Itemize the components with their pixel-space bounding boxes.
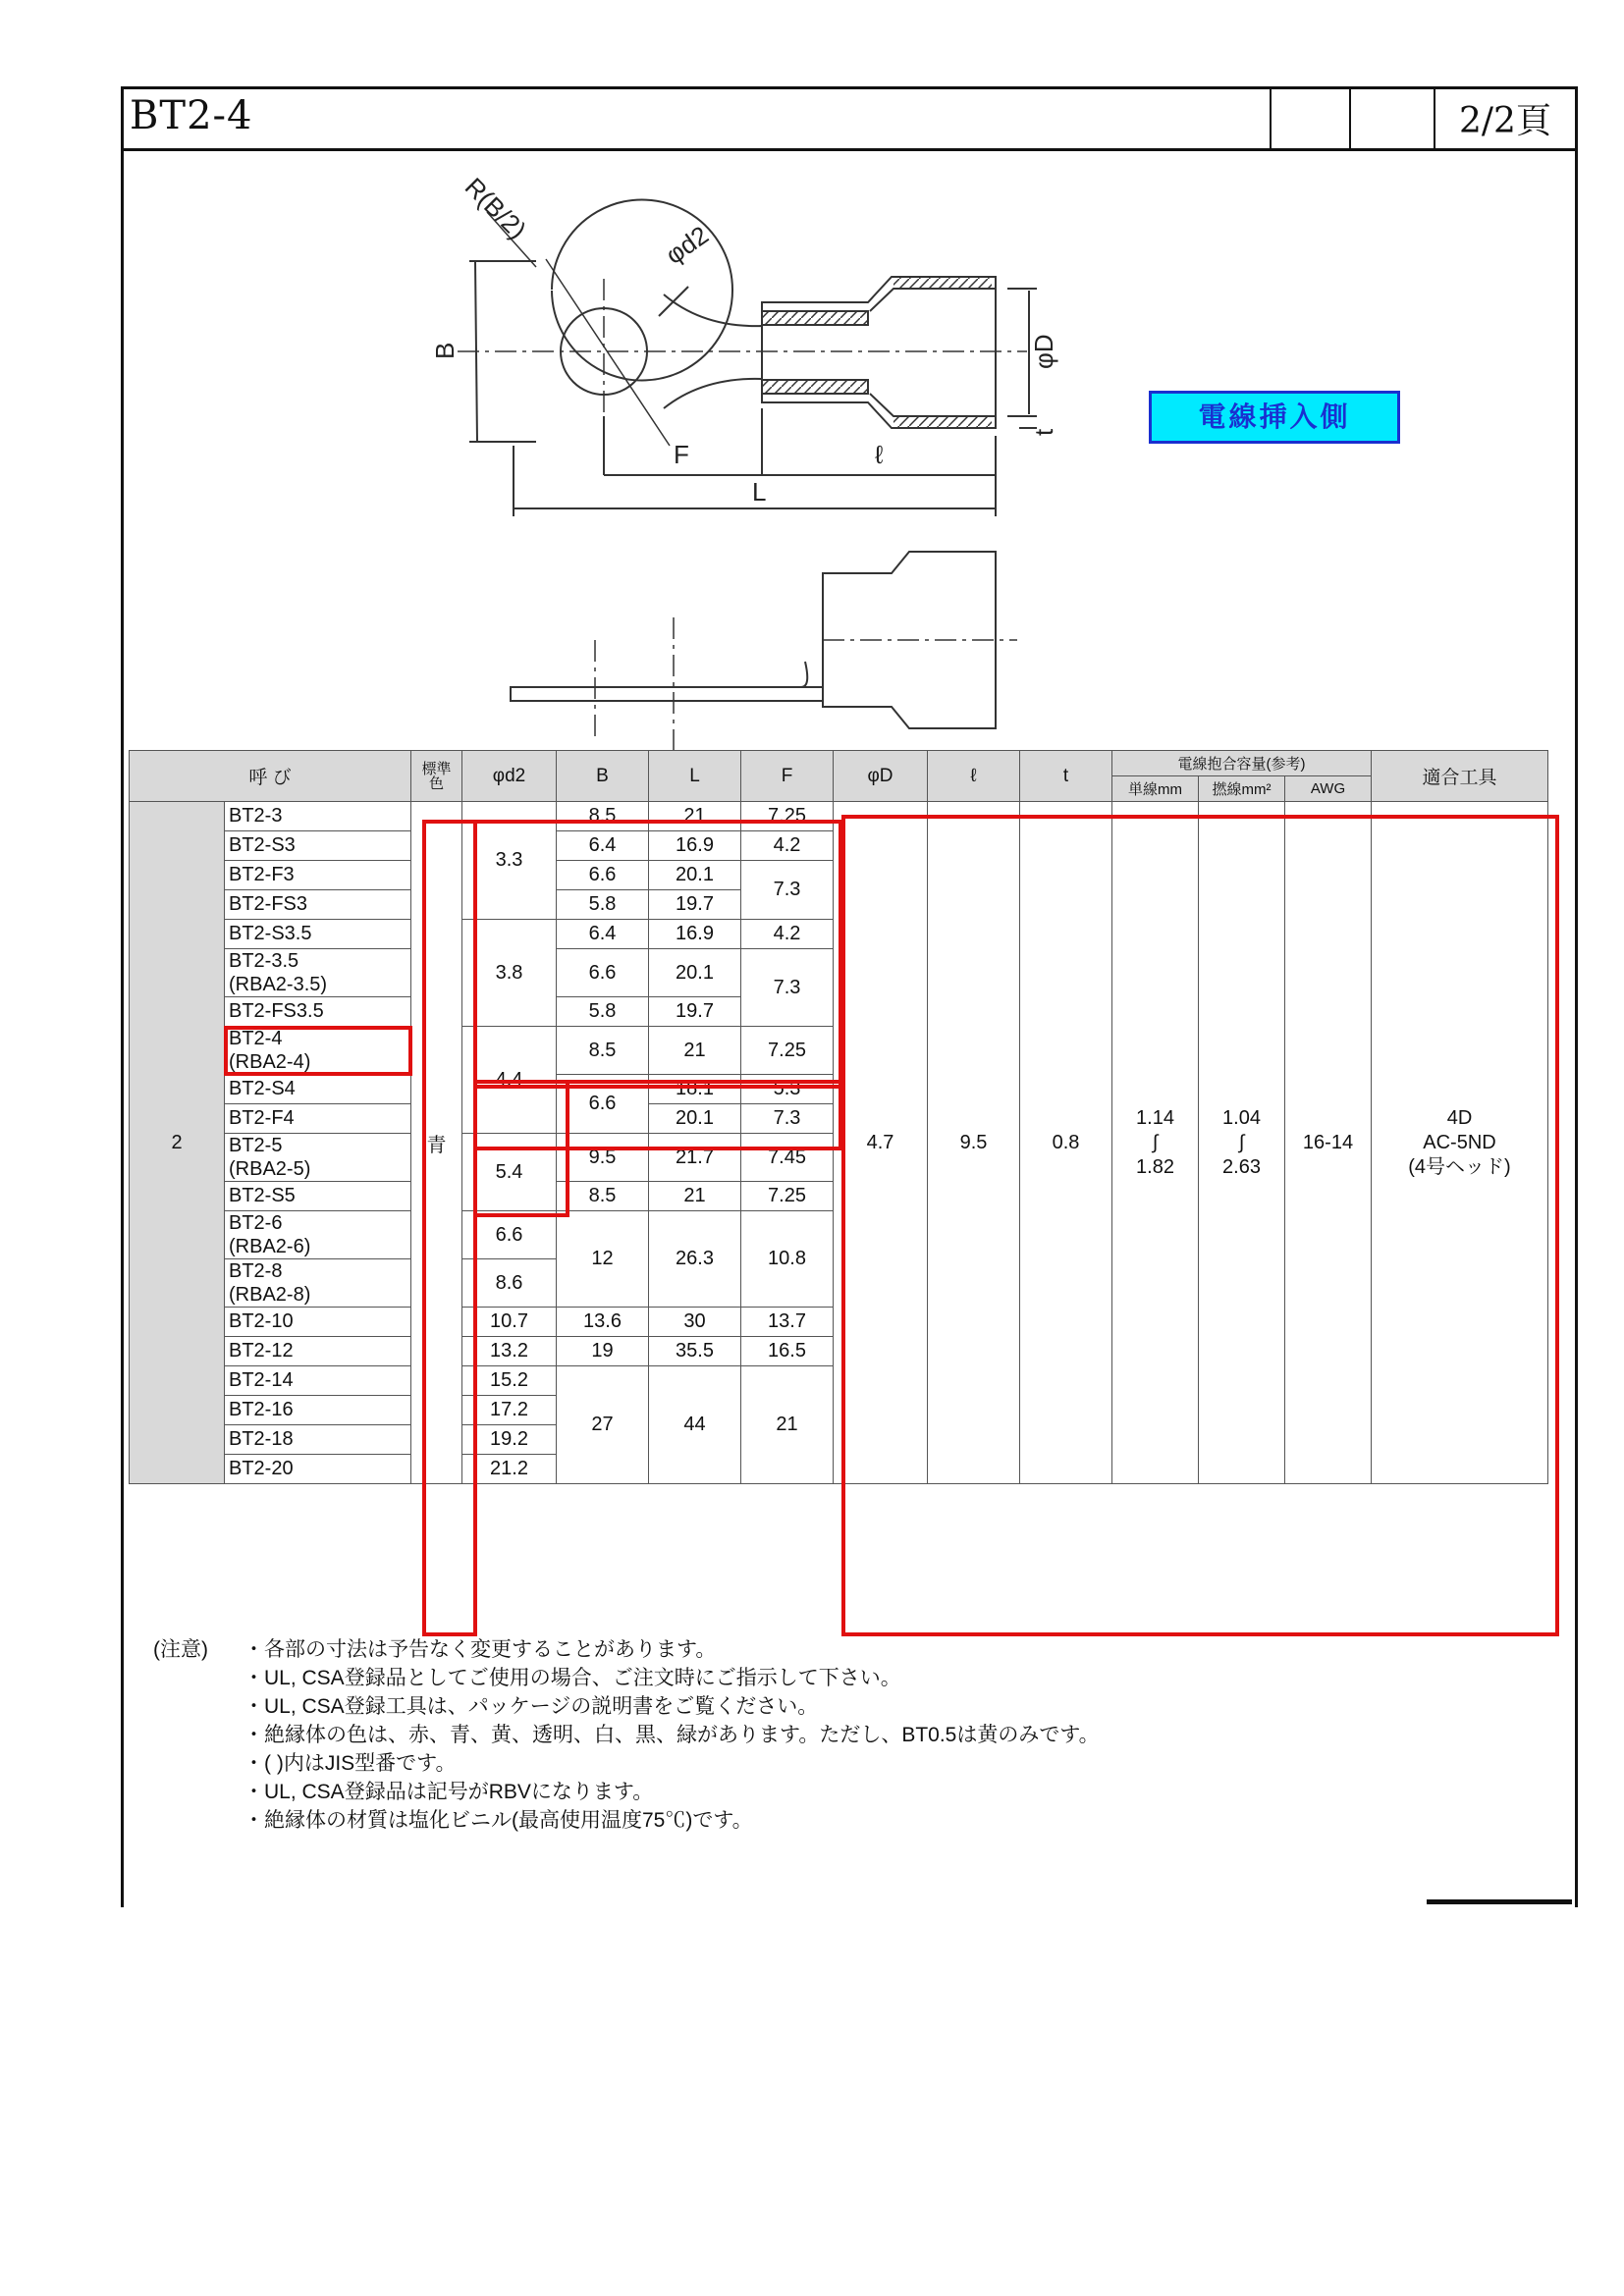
- model-bt2-f3: BT2-F3: [225, 861, 411, 890]
- header-tool: 適合工具: [1372, 751, 1548, 802]
- barrel-outline: [762, 277, 996, 428]
- barrel-wall-bottom: [762, 380, 868, 394]
- notes-section: [153, 1635, 1100, 1835]
- b-cell: 6.4: [557, 920, 649, 949]
- b-cell: 27: [557, 1366, 649, 1484]
- f-cell: 7.25: [741, 802, 834, 831]
- width-label: B: [430, 342, 460, 359]
- note-item: ・UL, CSA登録品としてご使用の場合、ご注文時にご指示して下さい。: [244, 1667, 901, 1689]
- l-cell: 21: [649, 1182, 741, 1211]
- b-cell: 9.5: [557, 1134, 649, 1182]
- l-cell: 21.7: [649, 1134, 741, 1182]
- note-item: ・UL, CSA登録品は記号がRBVになります。: [244, 1781, 654, 1803]
- note-item: ・絶縁体の材質は塩化ビニル(最高使用温度75℃)です。: [244, 1809, 753, 1832]
- single-wire-cell: 1.14 ∫ 1.82: [1112, 802, 1199, 1484]
- ell-length-label: ℓ: [875, 440, 884, 469]
- model-bt2-s5: BT2-S5: [225, 1182, 411, 1211]
- l-cell: 30: [649, 1308, 741, 1337]
- l-length-label: L: [752, 477, 767, 507]
- header-d2: φd2: [462, 751, 557, 802]
- l-cell: 16.9: [649, 920, 741, 949]
- note-item: ・( )内はJIS型番です。: [244, 1752, 457, 1775]
- terminal-drawing: [124, 151, 1575, 834]
- header-ell: ℓ: [928, 751, 1020, 802]
- model-bt2-10: BT2-10: [225, 1308, 411, 1337]
- b-cell: 5.8: [557, 997, 649, 1027]
- model-bt2-s3: BT2-S3: [225, 831, 411, 861]
- b-cell: 6.6: [557, 861, 649, 890]
- header-std-color: 標準色: [411, 751, 462, 802]
- header-d: φD: [834, 751, 928, 802]
- b-cell: 6.4: [557, 831, 649, 861]
- t-cell: 0.8: [1020, 802, 1112, 1484]
- d2-cell: 13.2: [462, 1337, 557, 1366]
- header-divider: [1349, 89, 1351, 148]
- model-bt2-f4: BT2-F4: [225, 1104, 411, 1134]
- header-l: L: [649, 751, 741, 802]
- f-cell: 16.5: [741, 1337, 834, 1366]
- f-cell: 7.3: [741, 949, 834, 1027]
- model-bt2-fs3-5: BT2-FS3.5: [225, 997, 411, 1027]
- model-bt2-3: BT2-3: [225, 802, 411, 831]
- note-item: ・各部の寸法は予告なく変更することがあります。: [244, 1638, 717, 1661]
- std-color: 青: [411, 802, 462, 1484]
- l-cell: 20.1: [649, 1104, 741, 1134]
- d2-cell: 3.8: [462, 920, 557, 1027]
- ell-cell: 9.5: [928, 802, 1020, 1484]
- header-f: F: [741, 751, 834, 802]
- l-cell: 16.9: [649, 831, 741, 861]
- side-view-tongue: [511, 687, 823, 701]
- header-divider: [1270, 89, 1272, 148]
- ring-outline: [552, 200, 732, 381]
- d2-cell: 5.4: [462, 1134, 557, 1211]
- model-bt2-18: BT2-18: [225, 1425, 411, 1455]
- model-bt2-12: BT2-12: [225, 1337, 411, 1366]
- d2-cell: 21.2: [462, 1455, 557, 1484]
- model-bt2-s4: BT2-S4: [225, 1075, 411, 1104]
- b-cell: 5.8: [557, 890, 649, 920]
- l-cell: 18.1: [649, 1075, 741, 1104]
- l-cell: 21: [649, 802, 741, 831]
- l-cell: 35.5: [649, 1337, 741, 1366]
- b-cell: 6.6: [557, 949, 649, 997]
- page-frame: [121, 86, 1578, 1907]
- document-title: BT2-4: [130, 93, 253, 138]
- l-cell: 21: [649, 1027, 741, 1075]
- f-cell: 4.2: [741, 920, 834, 949]
- f-cell: 10.8: [741, 1211, 834, 1308]
- terminal-drawing-svg: [124, 151, 1575, 834]
- f-cell: 7.25: [741, 1027, 834, 1075]
- barrel-wall-top: [762, 311, 868, 325]
- note-item: ・絶縁体の色は、赤、青、黄、透明、白、黒、緑があります。ただし、BT0.5は黄のみです。: [244, 1724, 1100, 1746]
- b-cell: 13.6: [557, 1308, 649, 1337]
- f-cell: 5.3: [741, 1075, 834, 1104]
- outer-diameter-label: φD: [1029, 334, 1058, 369]
- header-t: t: [1020, 751, 1112, 802]
- d2-cell-highlighted: 4.4: [462, 1027, 557, 1134]
- d-cell: 4.7: [834, 802, 928, 1484]
- d2-cell: 10.7: [462, 1308, 557, 1337]
- f-cell: 4.2: [741, 831, 834, 861]
- l-cell: 20.1: [649, 949, 741, 997]
- awg-cell: 16-14: [1285, 802, 1372, 1484]
- title-bar: [124, 89, 1575, 151]
- l-cell: 19.7: [649, 997, 741, 1027]
- b-cell: 8.5: [557, 1182, 649, 1211]
- header-single: 単線mm: [1112, 776, 1199, 802]
- d2-cell: 19.2: [462, 1425, 557, 1455]
- model-bt2-fs3: BT2-FS3: [225, 890, 411, 920]
- f-cell: 7.3: [741, 1104, 834, 1134]
- tool-cell: 4D AC-5ND (4号ヘッド): [1372, 802, 1548, 1484]
- model-bt2-s3-5: BT2-S3.5: [225, 920, 411, 949]
- model-bt2-6: BT2-6 (RBA2-6): [225, 1211, 411, 1259]
- group-number: 2: [130, 802, 225, 1484]
- l-cell: 19.7: [649, 890, 741, 920]
- f-cell: 13.7: [741, 1308, 834, 1337]
- note-item: ・UL, CSA登録工具は、パッケージの説明書をご覧ください。: [244, 1695, 819, 1718]
- f-cell: 7.45: [741, 1134, 834, 1182]
- stranded-wire-cell: 1.04 ∫ 2.63: [1199, 802, 1285, 1484]
- hole-diameter-label: φd2: [660, 220, 714, 270]
- b-cell: 12: [557, 1211, 649, 1308]
- page-number: 2/2頁: [1459, 101, 1551, 141]
- d2-cell: 8.6: [462, 1259, 557, 1308]
- notes-label: (注意): [153, 1638, 208, 1661]
- b-cell: 6.6: [557, 1075, 649, 1134]
- header-capacity: 電線抱合容量(参考): [1112, 751, 1372, 776]
- spec-table: [129, 750, 1548, 1484]
- header-b: B: [557, 751, 649, 802]
- wire-insert-side-label: 電線挿入側: [1149, 391, 1400, 444]
- l-cell: 26.3: [649, 1211, 741, 1308]
- d2-cell: 6.6: [462, 1211, 557, 1259]
- d2-cell: 15.2: [462, 1366, 557, 1396]
- l-cell: 44: [649, 1366, 741, 1484]
- f-cell: 7.3: [741, 861, 834, 920]
- header-awg: AWG: [1285, 776, 1372, 802]
- model-bt2-20: BT2-20: [225, 1455, 411, 1484]
- b-cell: 19: [557, 1337, 649, 1366]
- b-cell: 8.5: [557, 1027, 649, 1075]
- model-bt2-16: BT2-16: [225, 1396, 411, 1425]
- d2-cell: 17.2: [462, 1396, 557, 1425]
- bottom-rule: [1427, 1899, 1572, 1904]
- model-bt2-5: BT2-5 (RBA2-5): [225, 1134, 411, 1182]
- model-bt2-8: BT2-8 (RBA2-8): [225, 1259, 411, 1308]
- header-stranded: 撚線mm²: [1199, 776, 1285, 802]
- header-name: 呼 び: [130, 751, 411, 802]
- model-bt2-14: BT2-14: [225, 1366, 411, 1396]
- f-cell: 21: [741, 1366, 834, 1484]
- l-cell: 20.1: [649, 861, 741, 890]
- model-bt2-4-highlighted: BT2-4 (RBA2-4): [225, 1027, 411, 1075]
- thickness-label: t: [1029, 428, 1058, 436]
- f-length-label: F: [674, 440, 689, 469]
- f-cell: 7.25: [741, 1182, 834, 1211]
- b-cell: 8.5: [557, 802, 649, 831]
- radius-label: R(B/2): [459, 172, 533, 245]
- model-bt2-3-5: BT2-3.5 (RBA2-3.5): [225, 949, 411, 997]
- d2-cell: 3.3: [462, 802, 557, 920]
